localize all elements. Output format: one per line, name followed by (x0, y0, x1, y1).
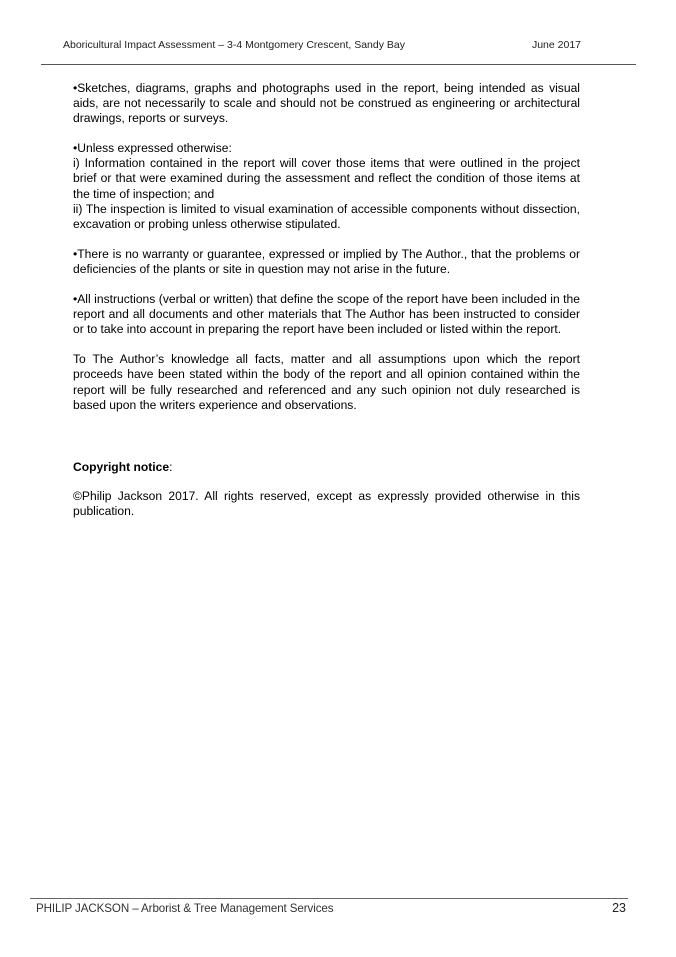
disclaimer-instructions: •All instructions (verbal or written) that define the scope of the report have been included in the report and all documents and other materials that The Author has been instructed to consider or to take into account in preparing the report have been included or listed within the report. (73, 292, 580, 337)
copyright-text: ©Philip Jackson 2017. All rights reserved, except as expressly provided otherwise in this publication. (73, 488, 580, 518)
disclaimer-unless-intro: •Unless expressed otherwise: (73, 141, 232, 156)
disclaimer-unless-item-i: i) Information contained in the report will cover those items that were outlined in the project brief or that were examined during the assessment and reflect the condition of those items at the time of inspection; and (73, 156, 580, 201)
copyright-heading (73, 460, 580, 475)
copyright-heading-colon: : (169, 459, 173, 474)
disclaimer-warranty: •There is no warranty or guarantee, expressed or implied by The Author., that the problems or deficiencies of the plants or site in question may not arise in the future. (73, 246, 580, 276)
footer-company: PHILIP JACKSON – Arborist & Tree Management Services (36, 902, 334, 915)
document-body (73, 81, 580, 534)
disclaimer-knowledge: To The Author’s knowledge all facts, matter and all assumptions upon which the report proceeds have been stated within the body of the report and all opinion contained within the report will be fully researched and referenced and any such opinion not duly researched is based upon the writers experience and observations. (73, 352, 580, 412)
header-date: June 2017 (531, 39, 581, 51)
disclaimer-unless-item-ii: ii) The inspection is limited to visual examination of accessible components without dissection, excavation or probing unless otherwise stipulated. (73, 201, 580, 231)
page-number: 23 (612, 901, 626, 915)
header-divider (41, 64, 636, 65)
copyright-heading-label: Copyright notice (73, 459, 170, 474)
header-title: Aboricultural Impact Assessment – 3-4 Montgomery Crescent, Sandy Bay (63, 39, 405, 51)
footer-divider (30, 898, 628, 899)
disclaimer-sketches: •Sketches, diagrams, graphs and photographs used in the report, being intended as visual aids, are not necessarily to scale and should not be construed as engineering or architectural drawings, reports or surveys. (73, 81, 580, 126)
